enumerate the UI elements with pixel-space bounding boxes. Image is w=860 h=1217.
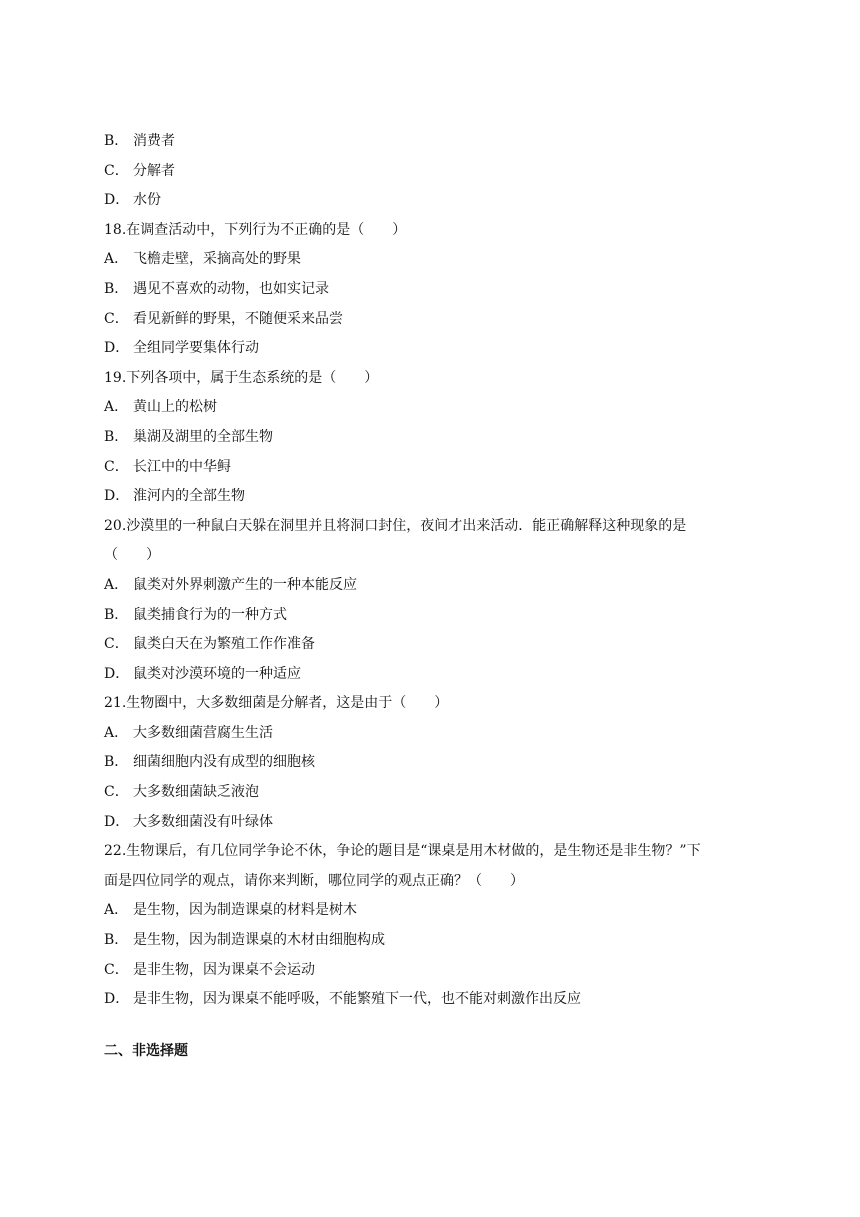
option-text: 是非生物，因为课桌不会运动: [133, 961, 315, 978]
option-letter: C．: [104, 961, 129, 978]
option-letter: D．: [104, 991, 130, 1008]
option-b: [104, 423, 764, 453]
option-text: 水份: [133, 192, 161, 209]
option-text: 是生物，因为制造课桌的木材由细胞构成: [133, 932, 385, 949]
option-text: 大多数细菌没有叶绿体: [133, 813, 273, 830]
option-letter: C．: [104, 458, 129, 475]
option-text: 淮河内的全部生物: [133, 488, 245, 505]
question-stem-continuation: （ ）: [104, 547, 160, 564]
option-letter: B．: [104, 133, 129, 149]
option-c: [104, 956, 764, 986]
option-d: [104, 985, 764, 1015]
option-letter: C．: [104, 636, 129, 653]
option-letter: B．: [104, 606, 129, 623]
option-text: 是生物，因为制造课桌的材料是树木: [133, 902, 357, 919]
option-text: 巢湖及湖里的全部生物: [133, 428, 273, 445]
option-letter: D．: [104, 488, 130, 505]
option-b: [104, 601, 764, 631]
option-letter: D．: [104, 665, 130, 682]
option-text: 看见新鲜的野果，不随便采来品尝: [133, 310, 343, 327]
option-d: [104, 808, 764, 838]
question-stem-continuation: 面是四位同学的观点，请你来判断，哪位同学的观点正确？（ ）: [104, 872, 524, 889]
option-letter: C．: [104, 162, 129, 179]
question-stem: 22.生物课后，有几位同学争论不休，争论的题目是“课桌是用木材做的，是生物还是非生物？”下: [104, 843, 701, 860]
option-text: 是非生物，因为课桌不能呼吸，不能繁殖下一代，也不能对刺激作出反应: [133, 991, 581, 1008]
option-letter: A．: [104, 576, 129, 593]
option-d: [104, 186, 764, 216]
option-letter: D．: [104, 192, 130, 209]
option-c: [104, 305, 764, 335]
option-text: 细菌细胞内没有成型的细胞核: [133, 754, 315, 771]
option-letter: A．: [104, 724, 129, 741]
option-letter: D．: [104, 340, 130, 357]
option-text: 鼠类捕食行为的一种方式: [133, 606, 287, 623]
option-text: 鼠类对外界刺激产生的一种本能反应: [133, 576, 357, 593]
option-text: 大多数细菌营腐生生活: [133, 724, 273, 741]
option-d: [104, 482, 764, 512]
option-b: [104, 275, 764, 305]
option-b: [104, 926, 764, 956]
option-a: [104, 719, 764, 749]
option-letter: B．: [104, 754, 129, 771]
section-title: 二、非选择题: [104, 1043, 188, 1059]
option-letter: B．: [104, 428, 129, 445]
option-text: 长江中的中华鲟: [133, 458, 231, 475]
option-letter: B．: [104, 932, 129, 949]
option-c: [104, 630, 764, 660]
option-text: 鼠类白天在为繁殖工作作准备: [133, 636, 315, 653]
option-c: [104, 778, 764, 808]
question-stem: 20.沙漠里的一种鼠白天躲在洞里并且将洞口封住，夜间才出来活动．能正确解释这种现象的是: [104, 517, 687, 534]
option-text: 黄山上的松树: [133, 399, 217, 416]
option-letter: A．: [104, 902, 129, 919]
option-a: [104, 571, 764, 601]
option-letter: A．: [104, 399, 129, 416]
option-c: [104, 157, 764, 187]
option-letter: D．: [104, 813, 130, 830]
option-d: [104, 660, 764, 690]
option-a: [104, 245, 764, 275]
question-stem: 18.在调查活动中，下列行为不正确的是（ ）: [104, 221, 407, 238]
option-letter: B．: [104, 280, 129, 297]
option-text: 遇见不喜欢的动物，也如实记录: [133, 280, 329, 297]
option-letter: C．: [104, 784, 129, 801]
option-a: [104, 393, 764, 423]
option-d: [104, 334, 764, 364]
question-stem: 19.下列各项中，属于生态系统的是（ ）: [104, 369, 379, 386]
option-text: 飞檐走壁，采摘高处的野果: [133, 251, 301, 268]
question-stem: 21.生物圈中，大多数细菌是分解者，这是由于（ ）: [104, 695, 449, 712]
option-text: 全组同学要集体行动: [133, 340, 259, 357]
option-text: 分解者: [133, 162, 175, 179]
option-b: [104, 748, 764, 778]
option-text: 大多数细菌缺乏液泡: [133, 784, 259, 801]
option-text: 消费者: [133, 133, 175, 149]
option-letter: C．: [104, 310, 129, 327]
option-b: [104, 127, 764, 157]
option-c: [104, 453, 764, 483]
option-letter: A．: [104, 251, 129, 268]
option-text: 鼠类对沙漠环境的一种适应: [133, 665, 301, 682]
question-list: [104, 127, 764, 1015]
option-a: [104, 896, 764, 926]
